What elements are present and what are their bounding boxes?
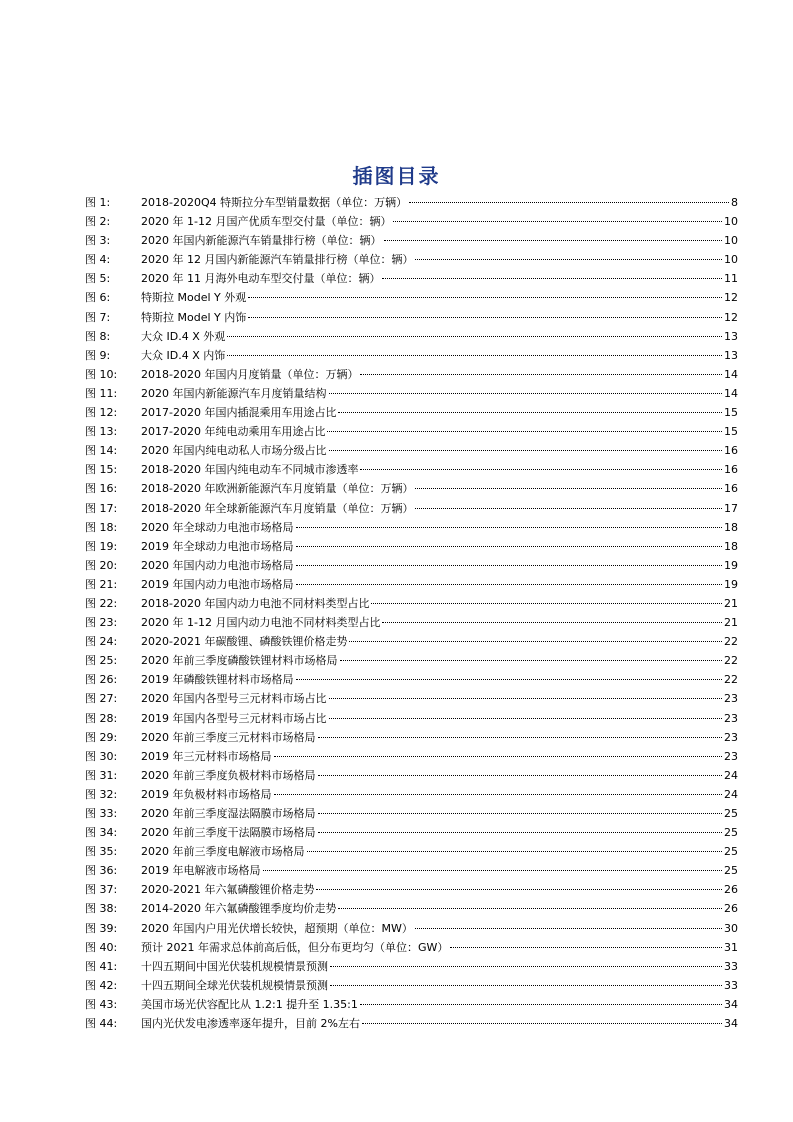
page-number: 13: [724, 329, 738, 343]
dot-leader: [371, 603, 722, 604]
dot-leader: [360, 469, 722, 470]
page-number: 18: [724, 539, 738, 553]
figure-caption: 2020 年国内纯电动私人市场分级占比: [141, 444, 327, 458]
figure-label: 图 7:: [85, 310, 111, 324]
figure-caption: 2019 年负极材料市场格局: [141, 787, 272, 801]
page-number: 23: [724, 711, 738, 725]
page-number: 22: [724, 673, 738, 687]
dot-leader: [329, 718, 723, 719]
dot-leader: [329, 450, 723, 451]
page-number: 22: [724, 635, 738, 649]
toc-entry[interactable]: [85, 460, 738, 479]
dot-leader: [362, 1023, 722, 1024]
figure-label: 图 26:: [85, 673, 118, 687]
toc-entry[interactable]: [85, 422, 738, 441]
figure-caption: 2018-2020Q4 特斯拉分车型销量数据（单位：万辆）: [141, 196, 408, 209]
page-number: 11: [724, 272, 738, 286]
page-number: 25: [724, 845, 738, 859]
toc-entry[interactable]: [85, 995, 738, 1014]
figure-caption: 2020 年 1-12 月国产优质车型交付量（单位：辆）: [141, 215, 392, 229]
dot-leader: [227, 336, 722, 337]
figure-label: 图 32:: [85, 787, 118, 801]
figure-caption: 2017-2020 年国内插混乘用车用途占比: [141, 406, 337, 420]
figure-label: 图 34:: [85, 826, 118, 840]
figure-caption: 2020 年国内各型号三元材料市场占比: [141, 692, 327, 706]
page-number: 10: [724, 234, 738, 248]
toc-entry[interactable]: [85, 861, 738, 880]
toc-entry[interactable]: [85, 632, 738, 651]
figure-label: 图 21:: [85, 577, 118, 591]
figure-label: 图 36:: [85, 864, 118, 878]
page-number: 26: [724, 883, 738, 897]
figure-label: 图 1:: [85, 196, 111, 209]
figure-caption: 2020 年国内动力电池市场格局: [141, 558, 294, 572]
page-number: 19: [724, 558, 738, 572]
toc-entry[interactable]: [85, 288, 738, 307]
toc-entry[interactable]: [85, 919, 738, 938]
toc-entry[interactable]: [85, 231, 738, 250]
figure-label: 图 29:: [85, 730, 118, 744]
figure-label: 图 16:: [85, 482, 118, 496]
dot-leader: [330, 985, 722, 986]
page-number: 14: [724, 367, 738, 381]
figure-label: 图 15:: [85, 463, 118, 477]
dot-leader: [318, 813, 723, 814]
dot-leader: [318, 737, 723, 738]
figure-label: 图 24:: [85, 635, 118, 649]
dot-leader: [296, 679, 723, 680]
figure-label: 图 37:: [85, 883, 118, 897]
dot-leader: [296, 565, 723, 566]
toc-entry[interactable]: [85, 957, 738, 976]
figure-caption: 2018-2020 年欧洲新能源汽车月度销量（单位：万辆）: [141, 482, 414, 496]
figure-caption: 2020-2021 年碳酸锂、磷酸铁锂价格走势: [141, 635, 348, 649]
dot-leader: [415, 508, 722, 509]
page-number: 14: [724, 386, 738, 400]
toc-entry[interactable]: [85, 709, 738, 728]
page-number: 25: [724, 864, 738, 878]
figure-label: 图 10:: [85, 367, 118, 381]
dot-leader: [415, 928, 722, 929]
dot-leader: [307, 851, 723, 852]
page-number: 24: [724, 787, 738, 801]
figure-label: 图 38:: [85, 902, 118, 916]
page-number: 21: [724, 616, 738, 630]
toc-entry[interactable]: [85, 804, 738, 823]
figure-caption: 2020 年国内新能源汽车销量排行榜（单位：辆）: [141, 234, 382, 248]
dot-leader: [318, 775, 723, 776]
page-number: 33: [724, 978, 738, 992]
figure-label: 图 14:: [85, 444, 118, 458]
toc-entry[interactable]: [85, 938, 738, 957]
page-number: 16: [724, 444, 738, 458]
page-number: 25: [724, 826, 738, 840]
dot-leader: [329, 393, 723, 394]
dot-leader: [330, 966, 722, 967]
page-number: 10: [724, 253, 738, 267]
toc-entry[interactable]: [85, 308, 738, 327]
figure-caption: 2020 年前三季度电解液市场格局: [141, 845, 305, 859]
page-number: 17: [724, 501, 738, 515]
toc-entry[interactable]: [85, 403, 738, 422]
figure-caption: 2018-2020 年国内纯电动车不同城市渗透率: [141, 463, 359, 477]
toc-entry[interactable]: [85, 785, 738, 804]
figure-list: [85, 193, 738, 1033]
figure-label: 图 33:: [85, 807, 118, 820]
toc-entry[interactable]: [85, 212, 738, 231]
figure-label: 图 5:: [85, 272, 111, 286]
dot-leader: [329, 698, 723, 699]
dot-leader: [415, 488, 722, 489]
page-number: 31: [724, 940, 738, 954]
figure-caption: 2019 年磷酸铁锂材料市场格局: [141, 673, 294, 687]
figure-label: 图 23:: [85, 616, 118, 630]
dot-leader: [227, 355, 722, 356]
dot-leader: [274, 794, 723, 795]
toc-entry[interactable]: [85, 880, 738, 899]
toc-entry[interactable]: [85, 689, 738, 708]
figure-label: 图 31:: [85, 768, 118, 782]
page-number: 12: [724, 291, 738, 305]
figure-caption: 2020 年国内新能源汽车月度销量结构: [141, 386, 327, 400]
figure-caption: 大众 ID.4 X 内饰: [141, 348, 226, 362]
figure-label: 图 2:: [85, 215, 111, 229]
dot-leader: [340, 660, 723, 661]
page-number: 15: [724, 425, 738, 439]
dot-leader: [450, 947, 722, 948]
toc-entry[interactable]: [85, 976, 738, 995]
figure-caption: 2017-2020 年纯电动乘用车用途占比: [141, 425, 326, 439]
figure-caption: 2020 年前三季度干法隔膜市场格局: [141, 826, 316, 840]
figure-caption: 2019 年电解液市场格局: [141, 864, 261, 878]
page-number: 21: [724, 596, 738, 610]
figure-label: 图 41:: [85, 959, 118, 973]
page-number: 25: [724, 807, 738, 820]
figure-label: 图 18:: [85, 520, 118, 534]
page-number: 8: [731, 196, 738, 209]
dot-leader: [296, 584, 723, 585]
figure-label: 图 25:: [85, 654, 118, 668]
toc-entry[interactable]: [85, 537, 738, 556]
toc-entry[interactable]: [85, 441, 738, 460]
figure-label: 图 8:: [85, 329, 111, 343]
page-number: 13: [724, 348, 738, 362]
figure-caption: 十四五期间中国光伏装机规模情景预测: [141, 959, 328, 973]
page-number: 16: [724, 482, 738, 496]
figure-caption: 2014-2020 年六氟磷酸锂季度均价走势: [141, 902, 337, 916]
page-number: 12: [724, 310, 738, 324]
figure-caption: 2020 年前三季度磷酸铁锂材料市场格局: [141, 654, 338, 668]
figure-label: 图 11:: [85, 386, 118, 400]
figure-label: 图 22:: [85, 596, 118, 610]
toc-entry[interactable]: [85, 594, 738, 613]
dot-leader: [296, 527, 723, 528]
figure-label: 图 19:: [85, 539, 118, 553]
toc-entry[interactable]: [85, 728, 738, 747]
figure-label: 图 17:: [85, 501, 118, 515]
page-number: 19: [724, 577, 738, 591]
figure-label: 图 9:: [85, 348, 111, 362]
figure-caption: 2019 年国内动力电池市场格局: [141, 577, 294, 591]
page-number: 18: [724, 520, 738, 534]
figure-label: 图 39:: [85, 921, 118, 935]
figure-caption: 2020 年前三季度三元材料市场格局: [141, 730, 316, 744]
figure-caption: 2019 年全球动力电池市场格局: [141, 539, 294, 553]
dot-leader: [360, 1004, 722, 1005]
figure-label: 图 6:: [85, 291, 111, 305]
figure-label: 图 27:: [85, 692, 118, 706]
figure-caption: 2020 年 1-12 月国内动力电池不同材料类型占比: [141, 616, 381, 630]
figure-caption: 大众 ID.4 X 外观: [141, 329, 226, 343]
page-number: 10: [724, 215, 738, 229]
figure-caption: 特斯拉 Model Y 内饰: [141, 310, 247, 324]
figure-label: 图 40:: [85, 940, 118, 954]
dot-leader: [316, 889, 722, 890]
figure-caption: 国内光伏发电渗透率逐年提升，目前 2%左右: [141, 1017, 360, 1031]
figure-caption: 2020 年 12 月国内新能源汽车销量排行榜（单位：辆）: [141, 253, 414, 267]
toc-entry[interactable]: [85, 899, 738, 918]
figure-label: 图 4:: [85, 253, 111, 267]
toc-entry[interactable]: [85, 651, 738, 670]
figure-caption: 2018-2020 年全球新能源汽车月度销量（单位：万辆）: [141, 501, 414, 515]
figure-label: 图 3:: [85, 234, 111, 248]
toc-entry[interactable]: [85, 499, 738, 518]
figure-caption: 2018-2020 年国内动力电池不同材料类型占比: [141, 596, 370, 610]
toc-entry[interactable]: [85, 518, 738, 537]
toc-entry[interactable]: [85, 269, 738, 288]
figure-label: 图 30:: [85, 749, 118, 763]
toc-entry[interactable]: [85, 384, 738, 403]
dot-leader: [382, 622, 722, 623]
dot-leader: [274, 756, 723, 757]
page-number: 34: [724, 1017, 738, 1031]
toc-entry[interactable]: [85, 670, 738, 689]
dot-leader: [263, 870, 723, 871]
toc-entry[interactable]: [85, 193, 738, 212]
toc-entry[interactable]: [85, 556, 738, 575]
toc-entry[interactable]: [85, 842, 738, 861]
figure-label: 图 35:: [85, 845, 118, 859]
figure-caption: 特斯拉 Model Y 外观: [141, 291, 247, 305]
figure-label: 图 44:: [85, 1017, 118, 1031]
figure-label: 图 13:: [85, 425, 118, 439]
dot-leader: [393, 221, 722, 222]
page-number: 24: [724, 768, 738, 782]
dot-leader: [409, 202, 729, 203]
toc-entry[interactable]: [85, 613, 738, 632]
toc-entry[interactable]: [85, 823, 738, 842]
page-number: 30: [724, 921, 738, 935]
dot-leader: [248, 297, 722, 298]
toc-entry[interactable]: [85, 250, 738, 269]
figure-caption: 2019 年三元材料市场格局: [141, 749, 272, 763]
page-number: 23: [724, 730, 738, 744]
figure-label: 图 28:: [85, 711, 118, 725]
figure-caption: 2020 年国内户用光伏增长较快，超预期（单位：MW）: [141, 921, 413, 935]
toc-entry[interactable]: [85, 747, 738, 766]
page-number: 34: [724, 997, 738, 1011]
figure-caption: 2020 年全球动力电池市场格局: [141, 520, 294, 534]
page-number: 26: [724, 902, 738, 916]
dot-leader: [248, 317, 722, 318]
page-number: 33: [724, 959, 738, 973]
dot-leader: [338, 908, 722, 909]
dot-leader: [384, 240, 723, 241]
dot-leader: [382, 278, 722, 279]
toc-entry[interactable]: [85, 479, 738, 498]
dot-leader: [296, 546, 723, 547]
figure-label: 图 20:: [85, 558, 118, 572]
figure-caption: 2019 年国内各型号三元材料市场占比: [141, 711, 327, 725]
dot-leader: [318, 832, 723, 833]
page-title: 插图目录: [352, 164, 441, 188]
dot-leader: [349, 641, 722, 642]
figure-label: 图 12:: [85, 406, 118, 420]
figure-label: 图 43:: [85, 997, 118, 1011]
dot-leader: [338, 412, 722, 413]
toc-entry[interactable]: [85, 346, 738, 365]
figure-caption: 2020 年 11 月海外电动车型交付量（单位：辆）: [141, 272, 381, 286]
toc-entry[interactable]: [85, 365, 738, 384]
page-number: 23: [724, 692, 738, 706]
page-number: 22: [724, 654, 738, 668]
figure-caption: 2018-2020 年国内月度销量（单位：万辆）: [141, 367, 359, 381]
toc-entry[interactable]: [85, 1014, 738, 1033]
figure-label: 图 42:: [85, 978, 118, 992]
figure-caption: 2020 年前三季度负极材料市场格局: [141, 768, 316, 782]
figure-caption: 美国市场光伏容配比从 1.2:1 提升至 1.35:1: [141, 997, 358, 1011]
dot-leader: [360, 374, 722, 375]
toc-entry[interactable]: [85, 575, 738, 594]
figure-caption: 预计 2021 年需求总体前高后低，但分布更均匀（单位：GW）: [141, 940, 449, 954]
figure-caption: 2020 年前三季度湿法隔膜市场格局: [141, 807, 316, 820]
figure-caption: 2020-2021 年六氟磷酸锂价格走势: [141, 883, 315, 897]
dot-leader: [415, 259, 722, 260]
toc-entry[interactable]: [85, 327, 738, 346]
page-number: 23: [724, 749, 738, 763]
figure-caption: 十四五期间全球光伏装机规模情景预测: [141, 978, 328, 992]
dot-leader: [327, 431, 722, 432]
toc-entry[interactable]: [85, 766, 738, 785]
page-number: 16: [724, 463, 738, 477]
page-number: 15: [724, 406, 738, 420]
